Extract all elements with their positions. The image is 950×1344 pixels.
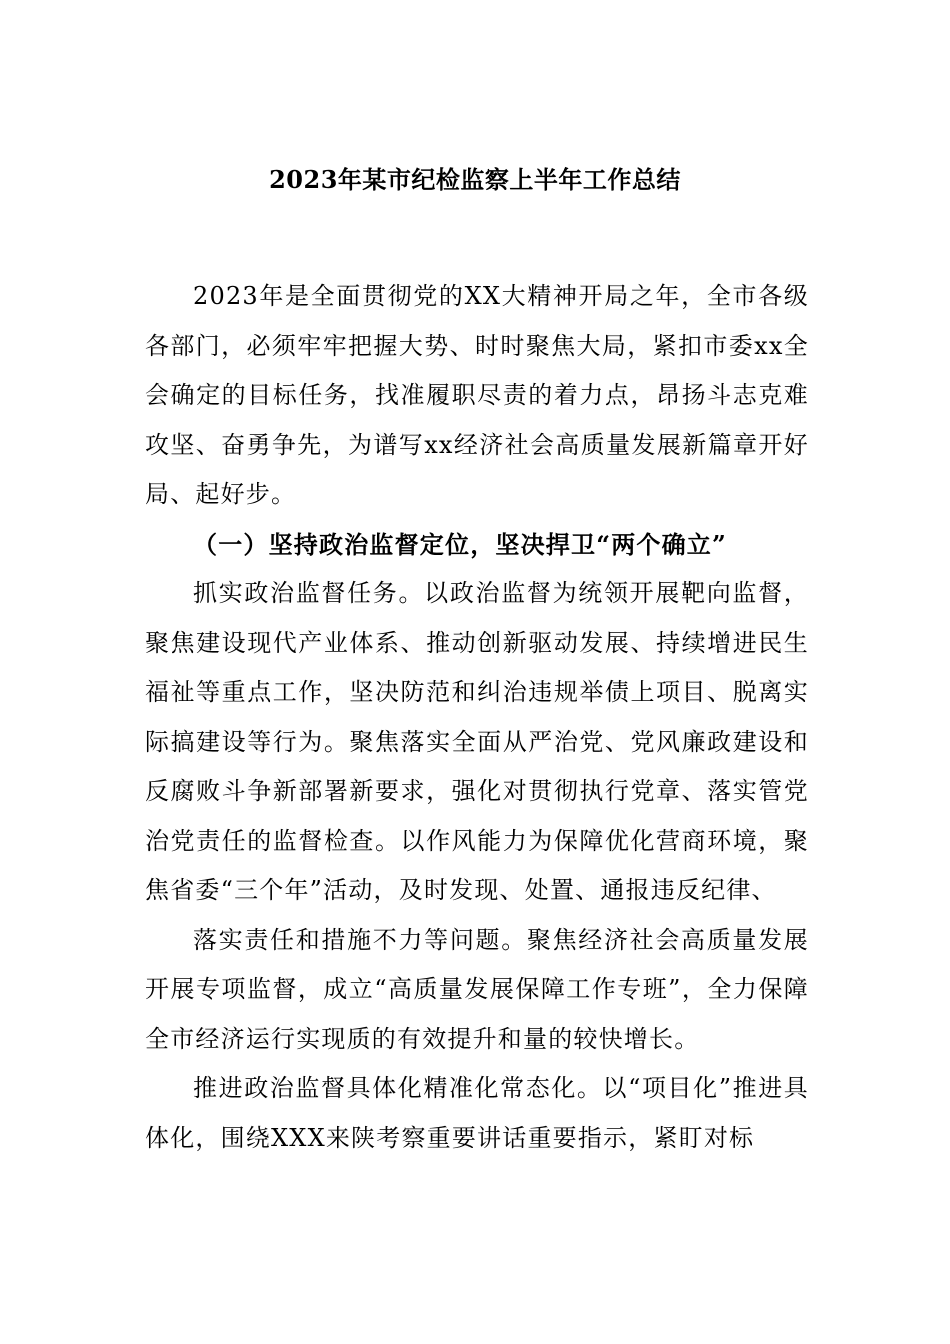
section-heading-1: （一）坚持政治监督定位，坚决捍卫“两个确立” [193, 529, 728, 559]
paragraph-precision-supervision: 推进政治监督具体化精准化常态化。以“项目化”推进具体化，围绕XXX来陕考察重要讲话重要指示，紧盯对标 [145, 1074, 809, 1152]
paragraph-political-supervision: 抓实政治监督任务。以政治监督为统领开展靶向监督，聚焦建设现代产业体系、推动创新驱动发展、持续增进民生福祉等重点工作，坚决防范和纠治违规举债上项目、脱离实际搞建设等行为。聚焦落实全面从严治党、党风廉政建设和反腐败斗争新部署新要求，强化对贯彻执行党章、落实管党治党责任的监督检查。以作风能力为保障优化营商环境，聚焦省委“三个年”活动，及时发现、处置、通报违反纪律、 [145, 579, 809, 904]
document-body [145, 272, 809, 1163]
paragraph-intro: 2023年是全面贯彻党的XX大精神开局之年，全市各级各部门，必须牢牢把握大势、时时聚焦大局，紧扣市委xx全会确定的目标任务，找准履职尽责的着力点，昂扬斗志克难攻坚、奋勇争先，为谱写xx经济社会高质量发展新篇章开好局、起好步。 [145, 282, 809, 508]
document-title: 2023年某市纪检监察上半年工作总结 [269, 165, 681, 194]
paragraph-responsibility: 落实责任和措施不力等问题。聚焦经济社会高质量发展开展专项监督，成立“高质量发展保障工作专班”，全力保障全市经济运行实现质的有效提升和量的较快增长。 [145, 925, 809, 1053]
